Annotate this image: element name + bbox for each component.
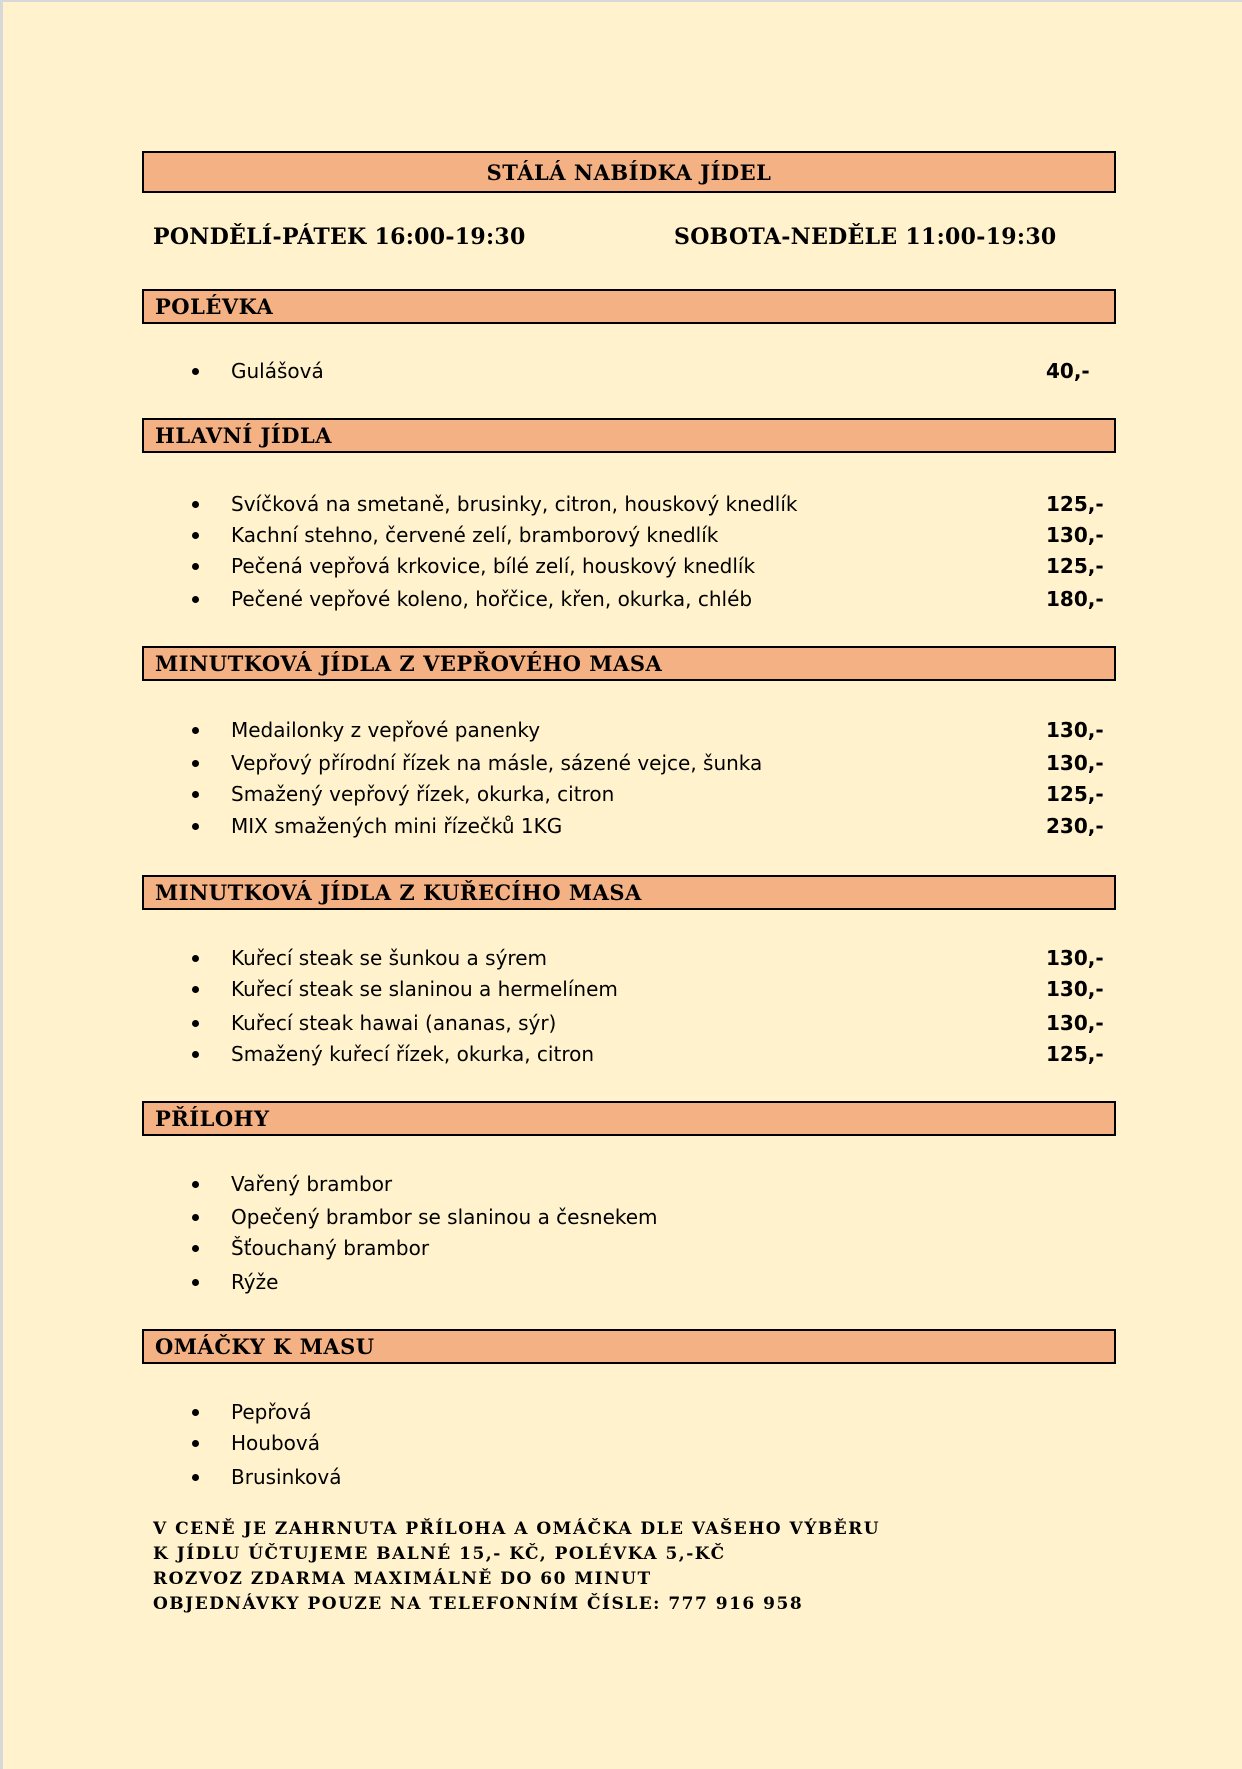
bullet-icon <box>192 501 199 508</box>
item-price: 125,- <box>1046 554 1104 578</box>
list-item <box>192 747 1102 779</box>
bullet-icon <box>192 791 199 798</box>
section-title: OMÁČKY K MASU <box>155 1334 375 1359</box>
item-name: Vařený brambor <box>231 1172 393 1196</box>
footer-notes <box>153 1517 880 1617</box>
note-line: ROZVOZ ZDARMA MAXIMÁLNĚ DO 60 MINUT <box>153 1569 652 1589</box>
bullet-icon <box>192 1051 199 1058</box>
list-item <box>192 550 1102 582</box>
item-name: Houbová <box>231 1431 320 1455</box>
note-line: V CENĚ JE ZAHRNUTA PŘÍLOHA A OMÁČKA DLE VAŠEHO VÝBĚRU <box>153 1519 881 1539</box>
item-price: 130,- <box>1046 523 1104 547</box>
list-item <box>192 1232 1102 1264</box>
item-name: Kuřecí steak se slaninou a hermelínem <box>231 977 618 1001</box>
bullet-icon <box>192 760 199 767</box>
section-title: MINUTKOVÁ JÍDLA Z KUŘECÍHO MASA <box>155 880 642 905</box>
list-item <box>192 1038 1102 1070</box>
bullet-icon <box>192 563 199 570</box>
bullet-icon <box>192 823 199 830</box>
item-price: 180,- <box>1046 587 1104 611</box>
bullet-icon <box>192 955 199 962</box>
list-item <box>192 519 1102 551</box>
item-name: Kuřecí steak hawai (ananas, sýr) <box>231 1011 557 1035</box>
section-header-sides <box>142 1101 1116 1136</box>
section-title: POLÉVKA <box>155 294 274 319</box>
list-item <box>192 1396 1102 1428</box>
bullet-icon <box>192 1279 199 1286</box>
section-header-main <box>142 418 1116 453</box>
item-name: Smažený vepřový řízek, okurka, citron <box>231 782 615 806</box>
bullet-icon <box>192 1181 199 1188</box>
bullet-icon <box>192 1020 199 1027</box>
item-price: 40,- <box>1046 359 1090 383</box>
item-price: 130,- <box>1046 718 1104 742</box>
item-price: 130,- <box>1046 1011 1104 1035</box>
hours-weekend: SOBOTA-NEDĚLE 11:00-19:30 <box>674 224 1057 250</box>
bullet-icon <box>192 1214 199 1221</box>
bullet-icon <box>192 727 199 734</box>
item-name: Opečený brambor se slaninou a česnekem <box>231 1205 658 1229</box>
section-header-sauces <box>142 1329 1116 1364</box>
bullet-icon <box>192 1409 199 1416</box>
list-item <box>192 942 1102 974</box>
list-item <box>192 1461 1102 1493</box>
list-item <box>192 355 1102 387</box>
item-price: 125,- <box>1046 782 1104 806</box>
item-price: 125,- <box>1046 492 1104 516</box>
list-item <box>192 714 1102 746</box>
item-name: MIX smažených mini řízečků 1KG <box>231 814 563 838</box>
item-name: Gulášová <box>231 359 324 383</box>
section-title: MINUTKOVÁ JÍDLA Z VEPŘOVÉHO MASA <box>155 651 663 676</box>
item-name: Kachní stehno, červené zelí, bramborový knedlík <box>231 523 719 547</box>
list-item <box>192 1201 1102 1233</box>
item-name: Pepřová <box>231 1400 312 1424</box>
note-line: K JÍDLU ÚČTUJEME BALNÉ 15,- KČ, POLÉVKA 5,-KČ <box>153 1544 726 1564</box>
item-price: 130,- <box>1046 977 1104 1001</box>
list-item <box>192 583 1102 615</box>
bullet-icon <box>192 368 199 375</box>
section-header-chicken <box>142 875 1116 910</box>
list-item <box>192 778 1102 810</box>
list-item <box>192 810 1102 842</box>
item-name: Pečené vepřové koleno, hořčice, křen, okurka, chléb <box>231 587 753 611</box>
bullet-icon <box>192 596 199 603</box>
bullet-icon <box>192 1474 199 1481</box>
item-price: 125,- <box>1046 1042 1104 1066</box>
section-title: HLAVNÍ JÍDLA <box>155 423 333 448</box>
list-item <box>192 973 1102 1005</box>
item-name: Rýže <box>231 1270 279 1294</box>
note-line: OBJEDNÁVKY POUZE NA TELEFONNÍM ČÍSLE: 777 916 958 <box>153 1594 804 1614</box>
section-header-soup <box>142 289 1116 324</box>
list-item <box>192 1427 1102 1459</box>
item-name: Smažený kuřecí řízek, okurka, citron <box>231 1042 595 1066</box>
item-price: 130,- <box>1046 946 1104 970</box>
list-item <box>192 1266 1102 1298</box>
bullet-icon <box>192 986 199 993</box>
bullet-icon <box>192 1440 199 1447</box>
bullet-icon <box>192 1245 199 1252</box>
item-name: Medailonky z vepřové panenky <box>231 718 541 742</box>
bullet-icon <box>192 532 199 539</box>
list-item <box>192 488 1102 520</box>
list-item <box>192 1007 1102 1039</box>
item-name: Svíčková na smetaně, brusinky, citron, houskový knedlík <box>231 492 798 516</box>
item-name: Vepřový přírodní řízek na másle, sázené vejce, šunka <box>231 751 763 775</box>
section-header-pork <box>142 646 1116 681</box>
item-name: Kuřecí steak se šunkou a sýrem <box>231 946 547 970</box>
menu-title-text: STÁLÁ NABÍDKA JÍDEL <box>486 159 772 185</box>
hours-weekday: PONDĚLÍ-PÁTEK 16:00-19:30 <box>153 224 526 250</box>
section-title: PŘÍLOHY <box>155 1106 270 1131</box>
item-name: Šťouchaný brambor <box>231 1236 430 1260</box>
item-price: 230,- <box>1046 814 1104 838</box>
item-name: Pečená vepřová krkovice, bílé zelí, houskový knedlík <box>231 554 756 578</box>
item-name: Brusinková <box>231 1465 342 1489</box>
list-item <box>192 1168 1102 1200</box>
item-price: 130,- <box>1046 751 1104 775</box>
menu-title <box>142 151 1116 193</box>
